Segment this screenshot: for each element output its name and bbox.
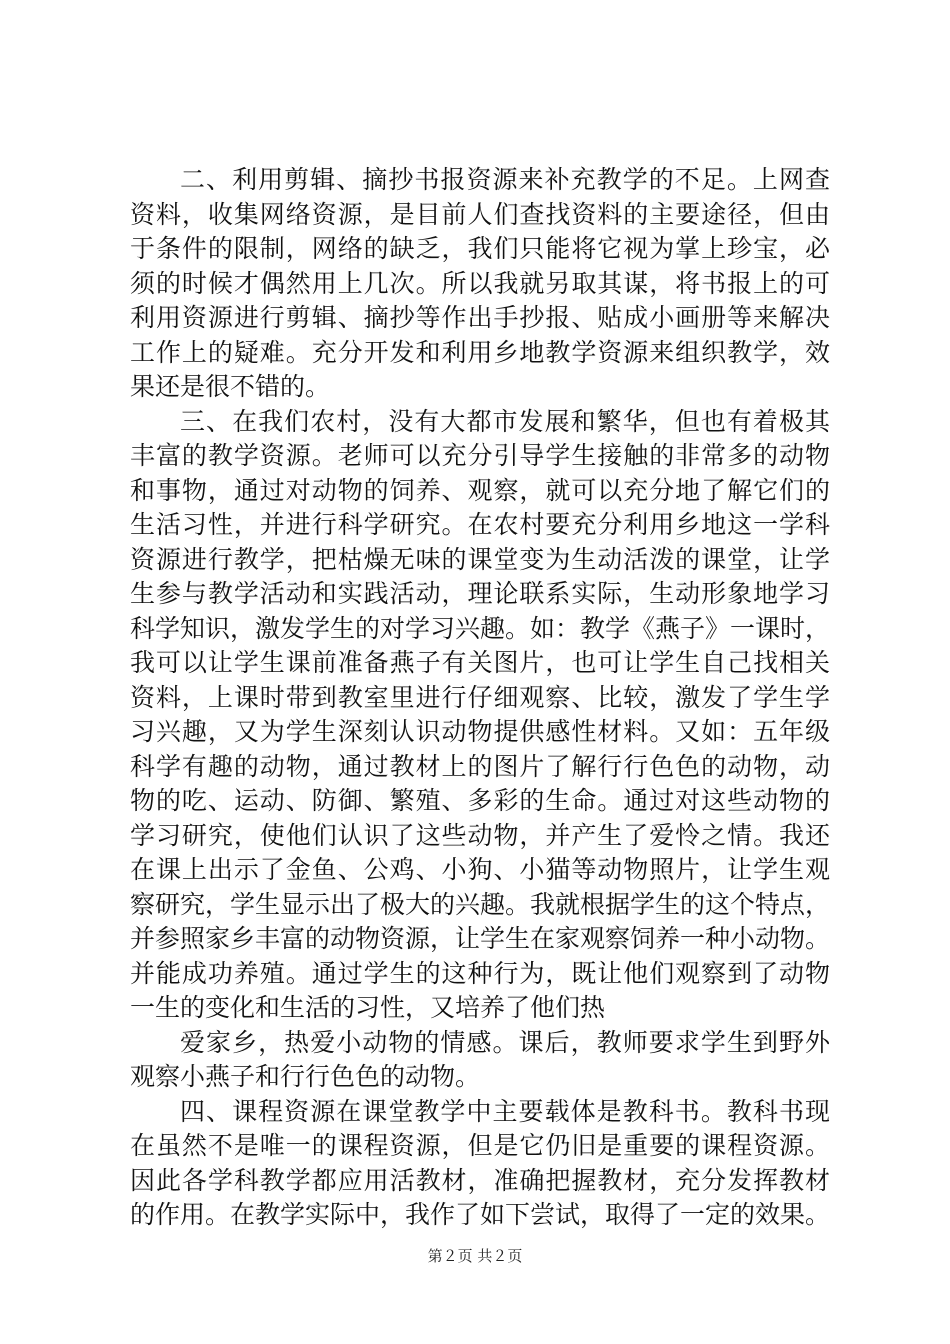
paragraph-3b-line-1: 爱家乡，热爱小动物的情感。课后，教师要求学生到野外 xyxy=(180,1027,830,1057)
paragraph-3-line-5: 资源进行教学，把枯燥无味的课堂变为生动活泼的课堂，让学 xyxy=(130,544,830,574)
paragraph-2-line-7: 果还是很不错的。 xyxy=(130,372,331,401)
paragraph-3-line-15: 察研究，学生显示出了极大的兴趣。我就根据学生的这个特点， xyxy=(130,889,831,919)
paragraph-3-line-16: 并参照家乡丰富的动物资源，让学生在家观察饲养一种小动物。 xyxy=(130,924,831,953)
page-number-footer: 第２页 共２页 xyxy=(427,1247,523,1265)
paragraph-3-line-3: 和事物，通过对动物的饲养、观察，就可以充分地了解它们的 xyxy=(130,475,830,505)
paragraph-4-line-4: 的作用。在教学实际中，我作了如下尝试，取得了一定的效果。 xyxy=(130,1200,831,1229)
paragraph-3-line-9: 资料，上课时带到教室里进行仔细观察、比较，激发了学生学 xyxy=(130,682,830,712)
document-body xyxy=(130,163,830,1233)
paragraph-4-line-2: 在虽然不是唯一的课程资源，但是它仍旧是重要的课程资源。 xyxy=(130,1131,830,1160)
paragraph-2-line-4: 须的时候才偶然用上几次。所以我就另取其谋，将书报上的可 xyxy=(130,268,830,298)
paragraph-3-line-4: 生活习性，并进行科学研究。在农村要充分利用乡地这一学科 xyxy=(130,510,830,539)
paragraph-3-line-8: 我可以让学生课前准备燕子有关图片，也可让学生自己找相关 xyxy=(130,648,830,677)
paragraph-2-line-3: 于条件的限制，网络的缺乏，我们只能将它视为掌上珍宝，必 xyxy=(130,234,830,263)
paragraph-3-line-12: 物的吃、运动、防御、繁殖、多彩的生命。通过对这些动物的 xyxy=(130,786,830,815)
paragraph-2-line-2: 资料，收集网络资源，是目前人们查找资料的主要途径，但由 xyxy=(130,199,830,229)
paragraph-3-line-17: 并能成功养殖。通过学生的这种行为，既让他们观察到了动物 xyxy=(130,958,830,988)
paragraph-3b-line-2: 观察小燕子和行行色色的动物。 xyxy=(130,1062,481,1091)
paragraph-3-line-14: 在课上出示了金鱼、公鸡、小狗、小猫等动物照片，让学生观 xyxy=(130,855,830,884)
paragraph-2-line-1: 二、利用剪辑、摘抄书报资源来补充教学的不足。上网查 xyxy=(180,165,830,194)
paragraph-3-line-2: 丰富的教学资源。老师可以充分引导学生接触的非常多的动物 xyxy=(130,441,830,470)
paragraph-3-line-1: 三、在我们农村，没有大都市发展和繁华，但也有着极其 xyxy=(180,406,830,436)
paragraph-3-line-6: 生参与教学活动和实践活动，理论联系实际，生动形象地学习 xyxy=(130,579,830,608)
paragraph-3-line-10: 习兴趣，又为学生深刻认识动物提供感性材料。又如：五年级 xyxy=(130,717,830,746)
paragraph-2-line-5: 利用资源进行剪辑、摘抄等作出手抄报、贴成小画册等来解决 xyxy=(130,303,830,332)
paragraph-4-line-1: 四、课程资源在课堂教学中主要载体是教科书。教科书现 xyxy=(180,1096,830,1126)
paragraph-4-line-3: 因此各学科教学都应用活教材，准确把握教材，充分发挥教材 xyxy=(130,1165,830,1195)
paragraph-3-line-18: 一生的变化和生活的习性，又培养了他们热 xyxy=(130,993,606,1022)
paragraph-2-line-6: 工作上的疑难。充分开发和利用乡地教学资源来组织教学，效 xyxy=(130,337,830,367)
paragraph-3-line-7: 科学知识，激发学生的对学习兴趣。如：教学《燕子》一课时， xyxy=(130,613,831,643)
paragraph-3-line-11: 科学有趣的动物，通过教材上的图片了解行行色色的动物，动 xyxy=(130,751,830,781)
paragraph-3-line-13: 学习研究，使他们认识了这些动物，并产生了爱怜之情。我还 xyxy=(130,820,830,850)
